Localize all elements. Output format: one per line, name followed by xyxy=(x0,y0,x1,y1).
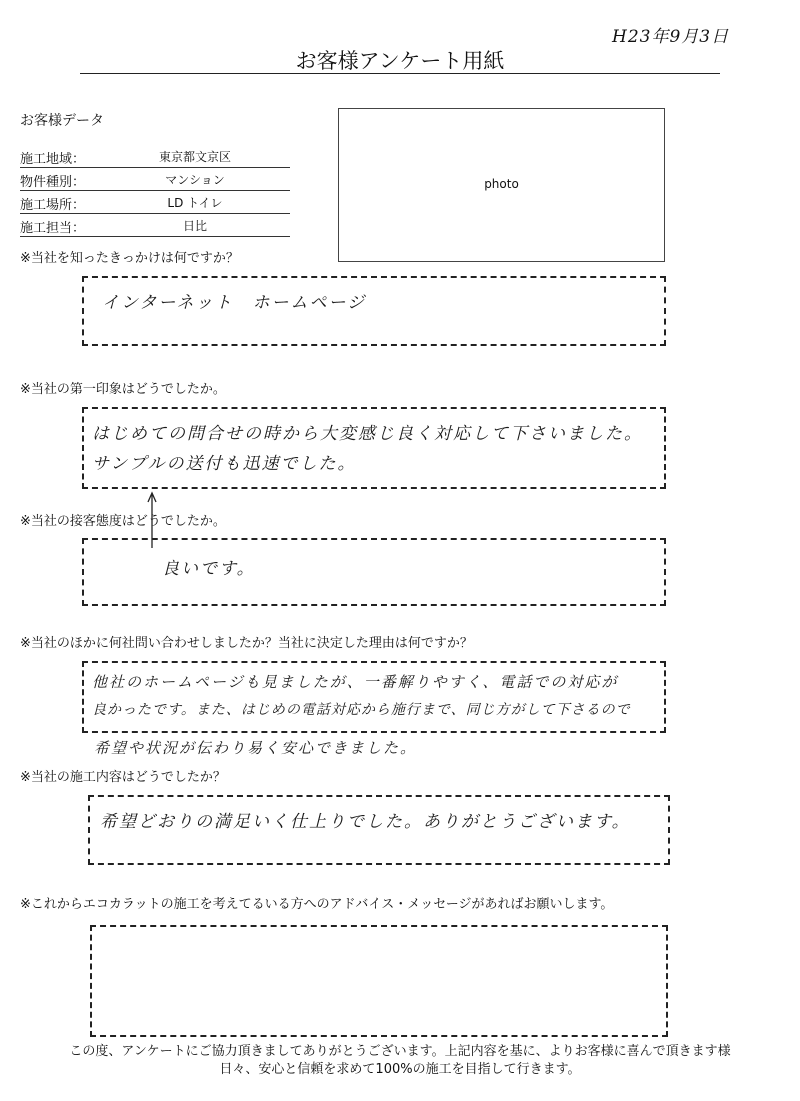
question-first-impression: ※当社の第一印象はどうでしたか。 xyxy=(20,382,226,397)
answer-box-advice xyxy=(90,925,668,1037)
footer-message-line-2: 日々、安心と信頼を求めて100%の施工を目指して行きます。 xyxy=(219,1062,581,1077)
footer-message-line-1: この度、アンケートにご協力頂きましてありがとうございます。上記内容を基に、よりお客様に喜んで頂きます様 xyxy=(69,1044,731,1059)
data-row-area xyxy=(20,145,290,168)
answer-box-staff-attitude xyxy=(82,538,666,606)
question-referral: ※当社を知ったきっかけは何ですか？ xyxy=(20,251,239,266)
question-other-companies: ※当社のほかに何社問い合わせしましたか？当社に決定した理由は何ですか？ xyxy=(20,636,473,651)
data-label: 施工場所： xyxy=(20,198,86,213)
answer-box-other-companies xyxy=(82,661,666,733)
answer-line: サンプルの送付も迅速でした。 xyxy=(92,454,357,474)
data-label: 物件種別： xyxy=(20,175,86,190)
data-value: マンション xyxy=(165,173,225,187)
answer-line: はじめての問合せの時から大変感じ良く対応して下さいました。 xyxy=(92,424,643,444)
answer-box-referral xyxy=(82,276,666,346)
photo-placeholder xyxy=(338,108,665,262)
answer-line: 良かったです。また、はじめの電話対応から施行まで、同じ方がして下さるので xyxy=(92,702,631,718)
data-row-location xyxy=(20,191,290,214)
page-title: お客様アンケート用紙 xyxy=(295,49,505,73)
answer-line-overflow: 希望や状況が伝わり易く安心できました。 xyxy=(94,739,418,757)
data-row-property-type xyxy=(20,168,290,191)
question-staff-attitude: ※当社の接客態度はどうでしたか。 xyxy=(20,514,226,529)
answer-line: 良いです。 xyxy=(162,559,256,579)
answer-line: 希望どおりの満足いく仕上りでした。ありがとうございます。 xyxy=(100,812,631,832)
question-work-quality: ※当社の施工内容はどうでしたか？ xyxy=(20,770,226,785)
customer-data-heading: お客様データ xyxy=(20,113,104,129)
question-advice: ※これからエコカラットの施工を考えてるいる方へのアドバイス・メッセージがあればお願いします。 xyxy=(20,897,614,912)
data-row-staff xyxy=(20,214,290,237)
data-label: 施工担当： xyxy=(20,221,86,236)
answer-box-work-quality xyxy=(88,795,670,865)
data-value: 東京都文京区 xyxy=(158,150,231,164)
photo-label: photo xyxy=(484,177,519,191)
title-underline xyxy=(80,73,720,74)
answer-box-first-impression xyxy=(82,407,666,489)
customer-data-table xyxy=(20,145,290,237)
survey-date: H23年9月3日 xyxy=(612,27,730,47)
data-value: 日比 xyxy=(182,219,207,233)
data-value: LD トイレ xyxy=(167,196,223,210)
answer-line: インターネット ホームページ xyxy=(102,293,367,313)
answer-line: 他社のホームページも見ましたが、一番解りやすく、電話での対応が xyxy=(92,673,619,691)
data-label: 施工地域： xyxy=(20,152,86,167)
